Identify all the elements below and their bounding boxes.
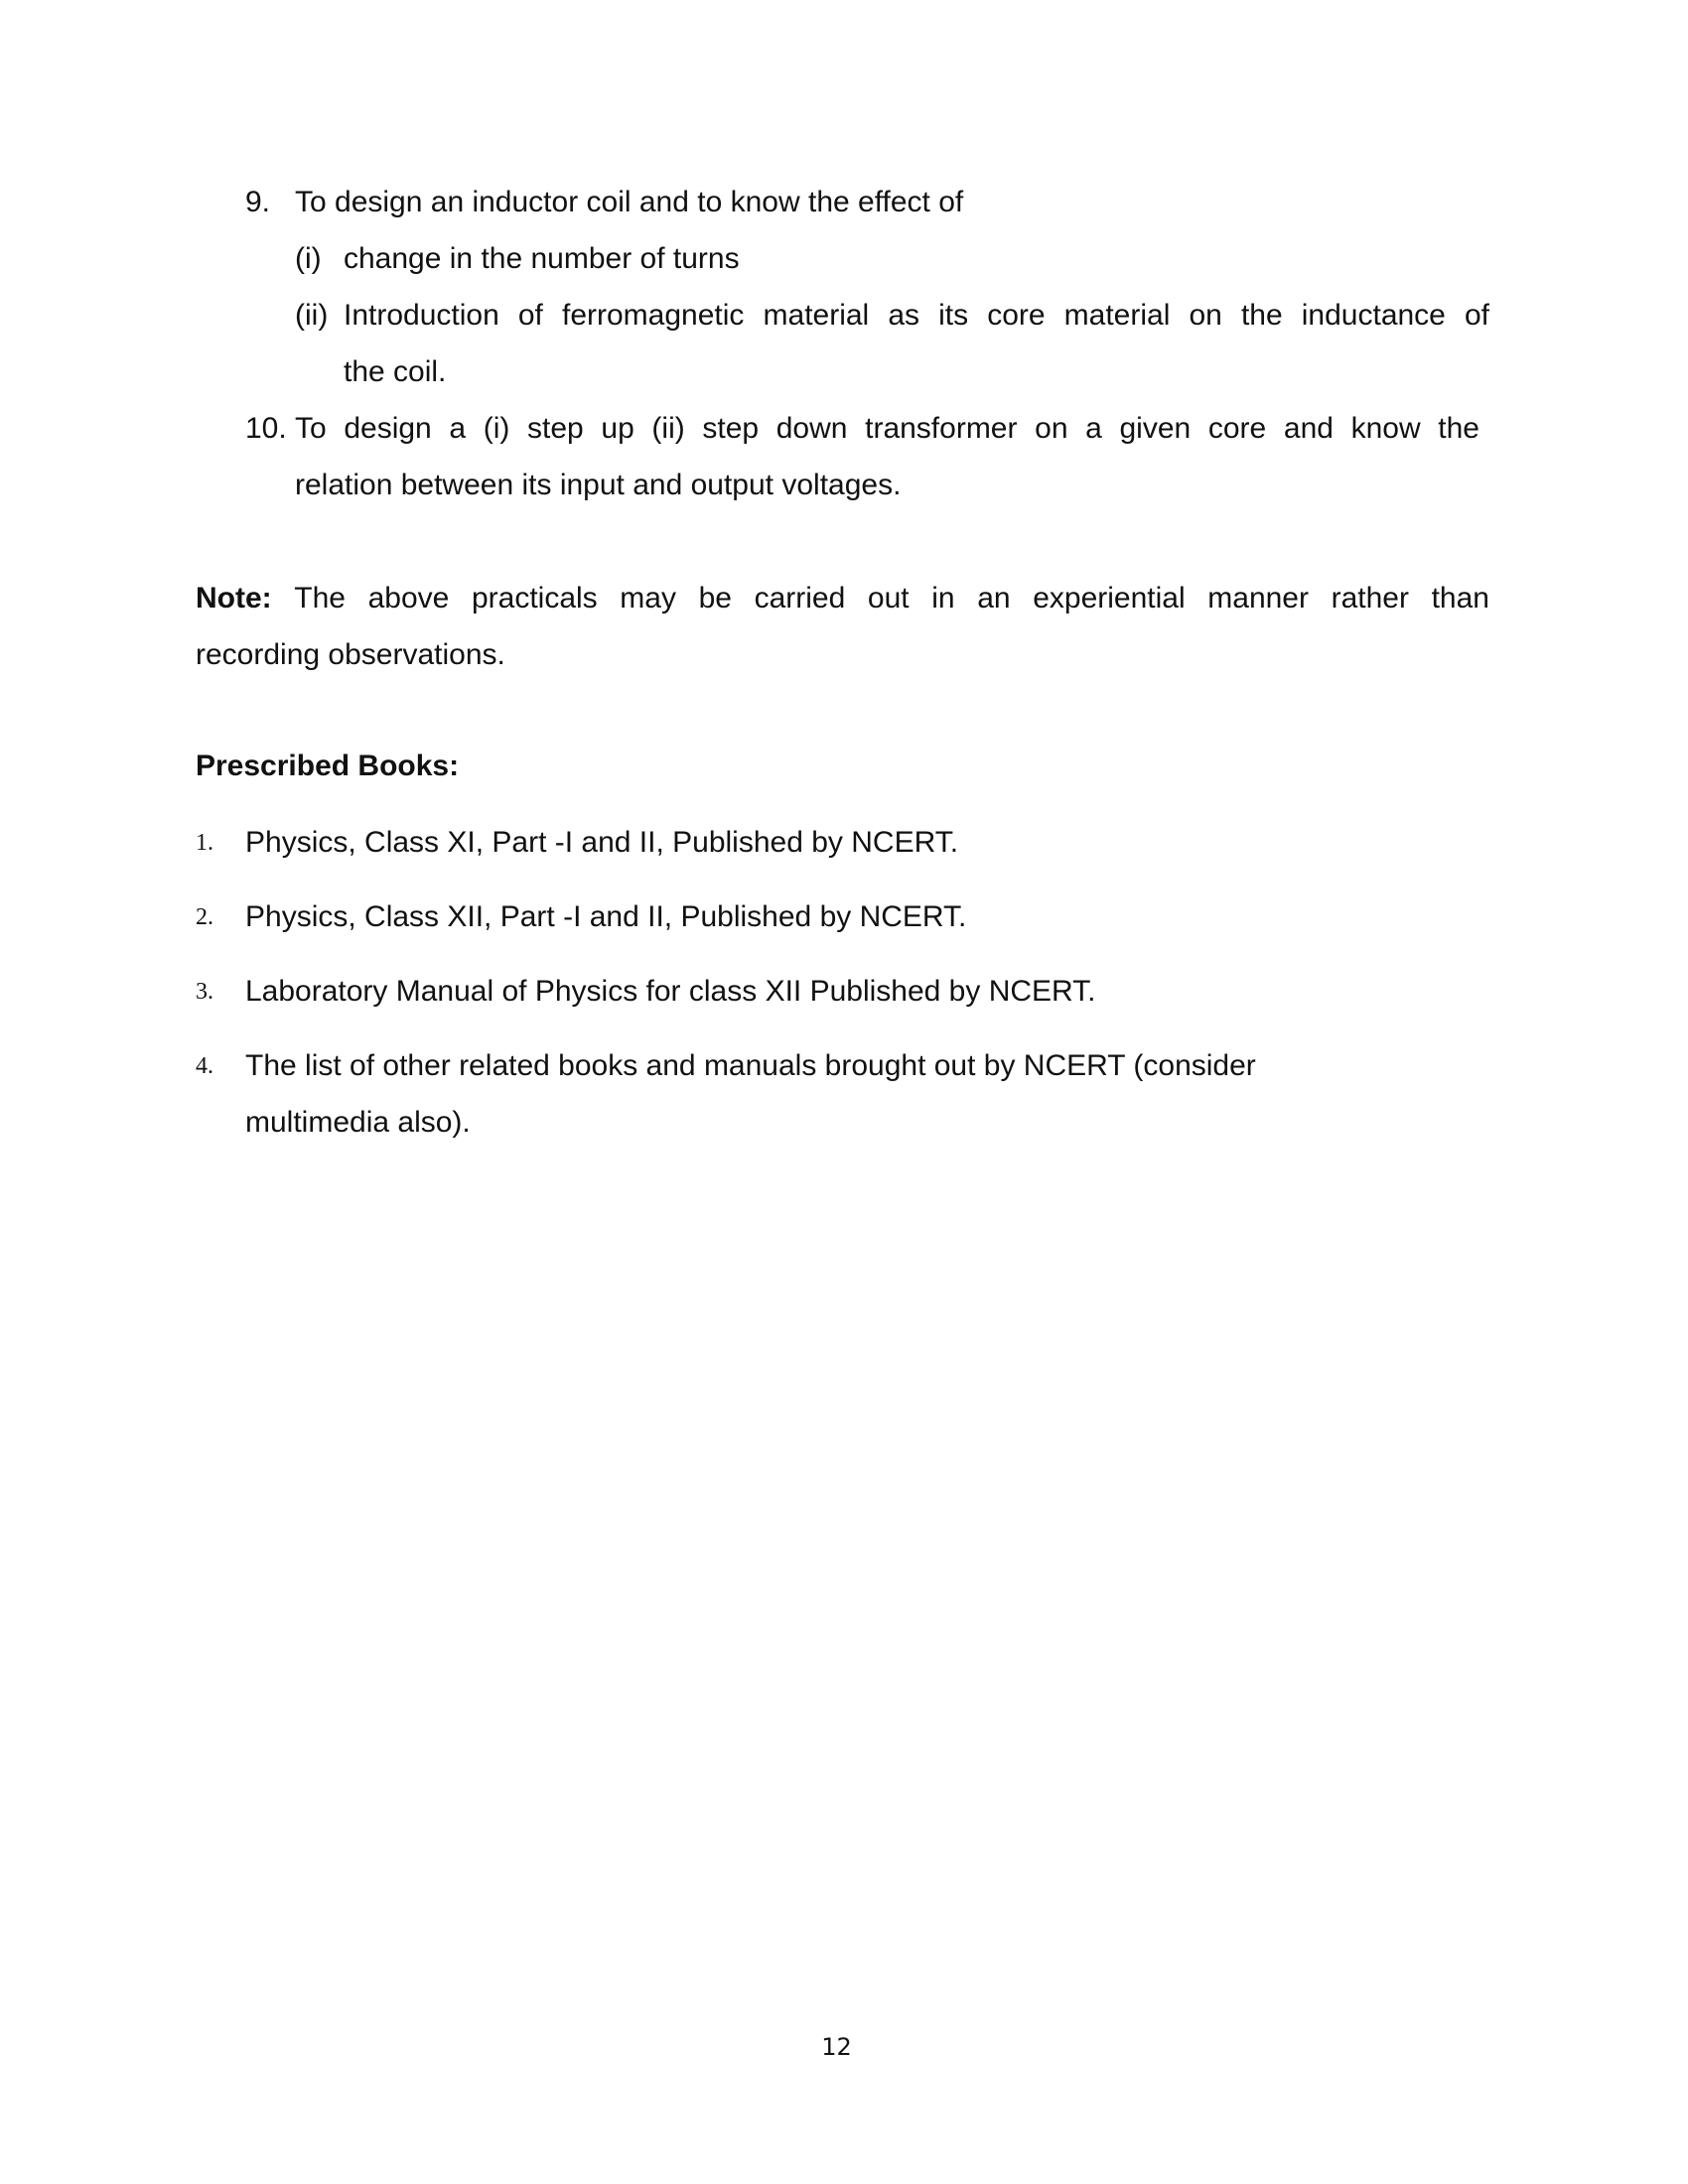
book-number: 1.: [196, 830, 213, 856]
item-text: To design an inductor coil and to know the effect of: [295, 186, 964, 218]
subitem-text: Introduction of ferromagnetic material as its core material on the inductance of: [344, 299, 1489, 332]
note-text: The above practicals may be carried out in an experiential manner rather than: [294, 582, 1489, 614]
subitem-text-continuation: the coil.: [344, 355, 447, 388]
book-title: Physics, Class XI, Part -I and II, Published by NCERT.: [245, 826, 959, 859]
book-title-continuation: multimedia also).: [245, 1106, 471, 1139]
subitem-text: change in the number of turns: [344, 242, 740, 275]
book-title: The list of other related books and manuals brought out by NCERT (consider: [245, 1049, 1256, 1082]
page-number: 12: [821, 2033, 852, 2061]
book-number: 4.: [196, 1053, 213, 1079]
book-number: 3.: [196, 979, 213, 1005]
item-number: 9.: [245, 186, 271, 218]
book-title: Physics, Class XII, Part -I and II, Published by NCERT.: [245, 900, 967, 933]
item-number: 10.: [245, 412, 287, 445]
note-text-continuation: recording observations.: [196, 638, 505, 671]
book-number: 2.: [196, 904, 213, 930]
subitem-number: (i): [295, 242, 322, 275]
note-label: Note:: [196, 582, 272, 614]
item-text-continuation: relation between its input and output voltages.: [295, 469, 902, 501]
book-title: Laboratory Manual of Physics for class XII Published by NCERT.: [245, 975, 1096, 1008]
section-heading: Prescribed Books:: [196, 750, 460, 782]
subitem-number: (ii): [295, 299, 329, 332]
item-text: To design a (i) step up (ii) step down transformer on a given core and know the: [295, 412, 1479, 445]
